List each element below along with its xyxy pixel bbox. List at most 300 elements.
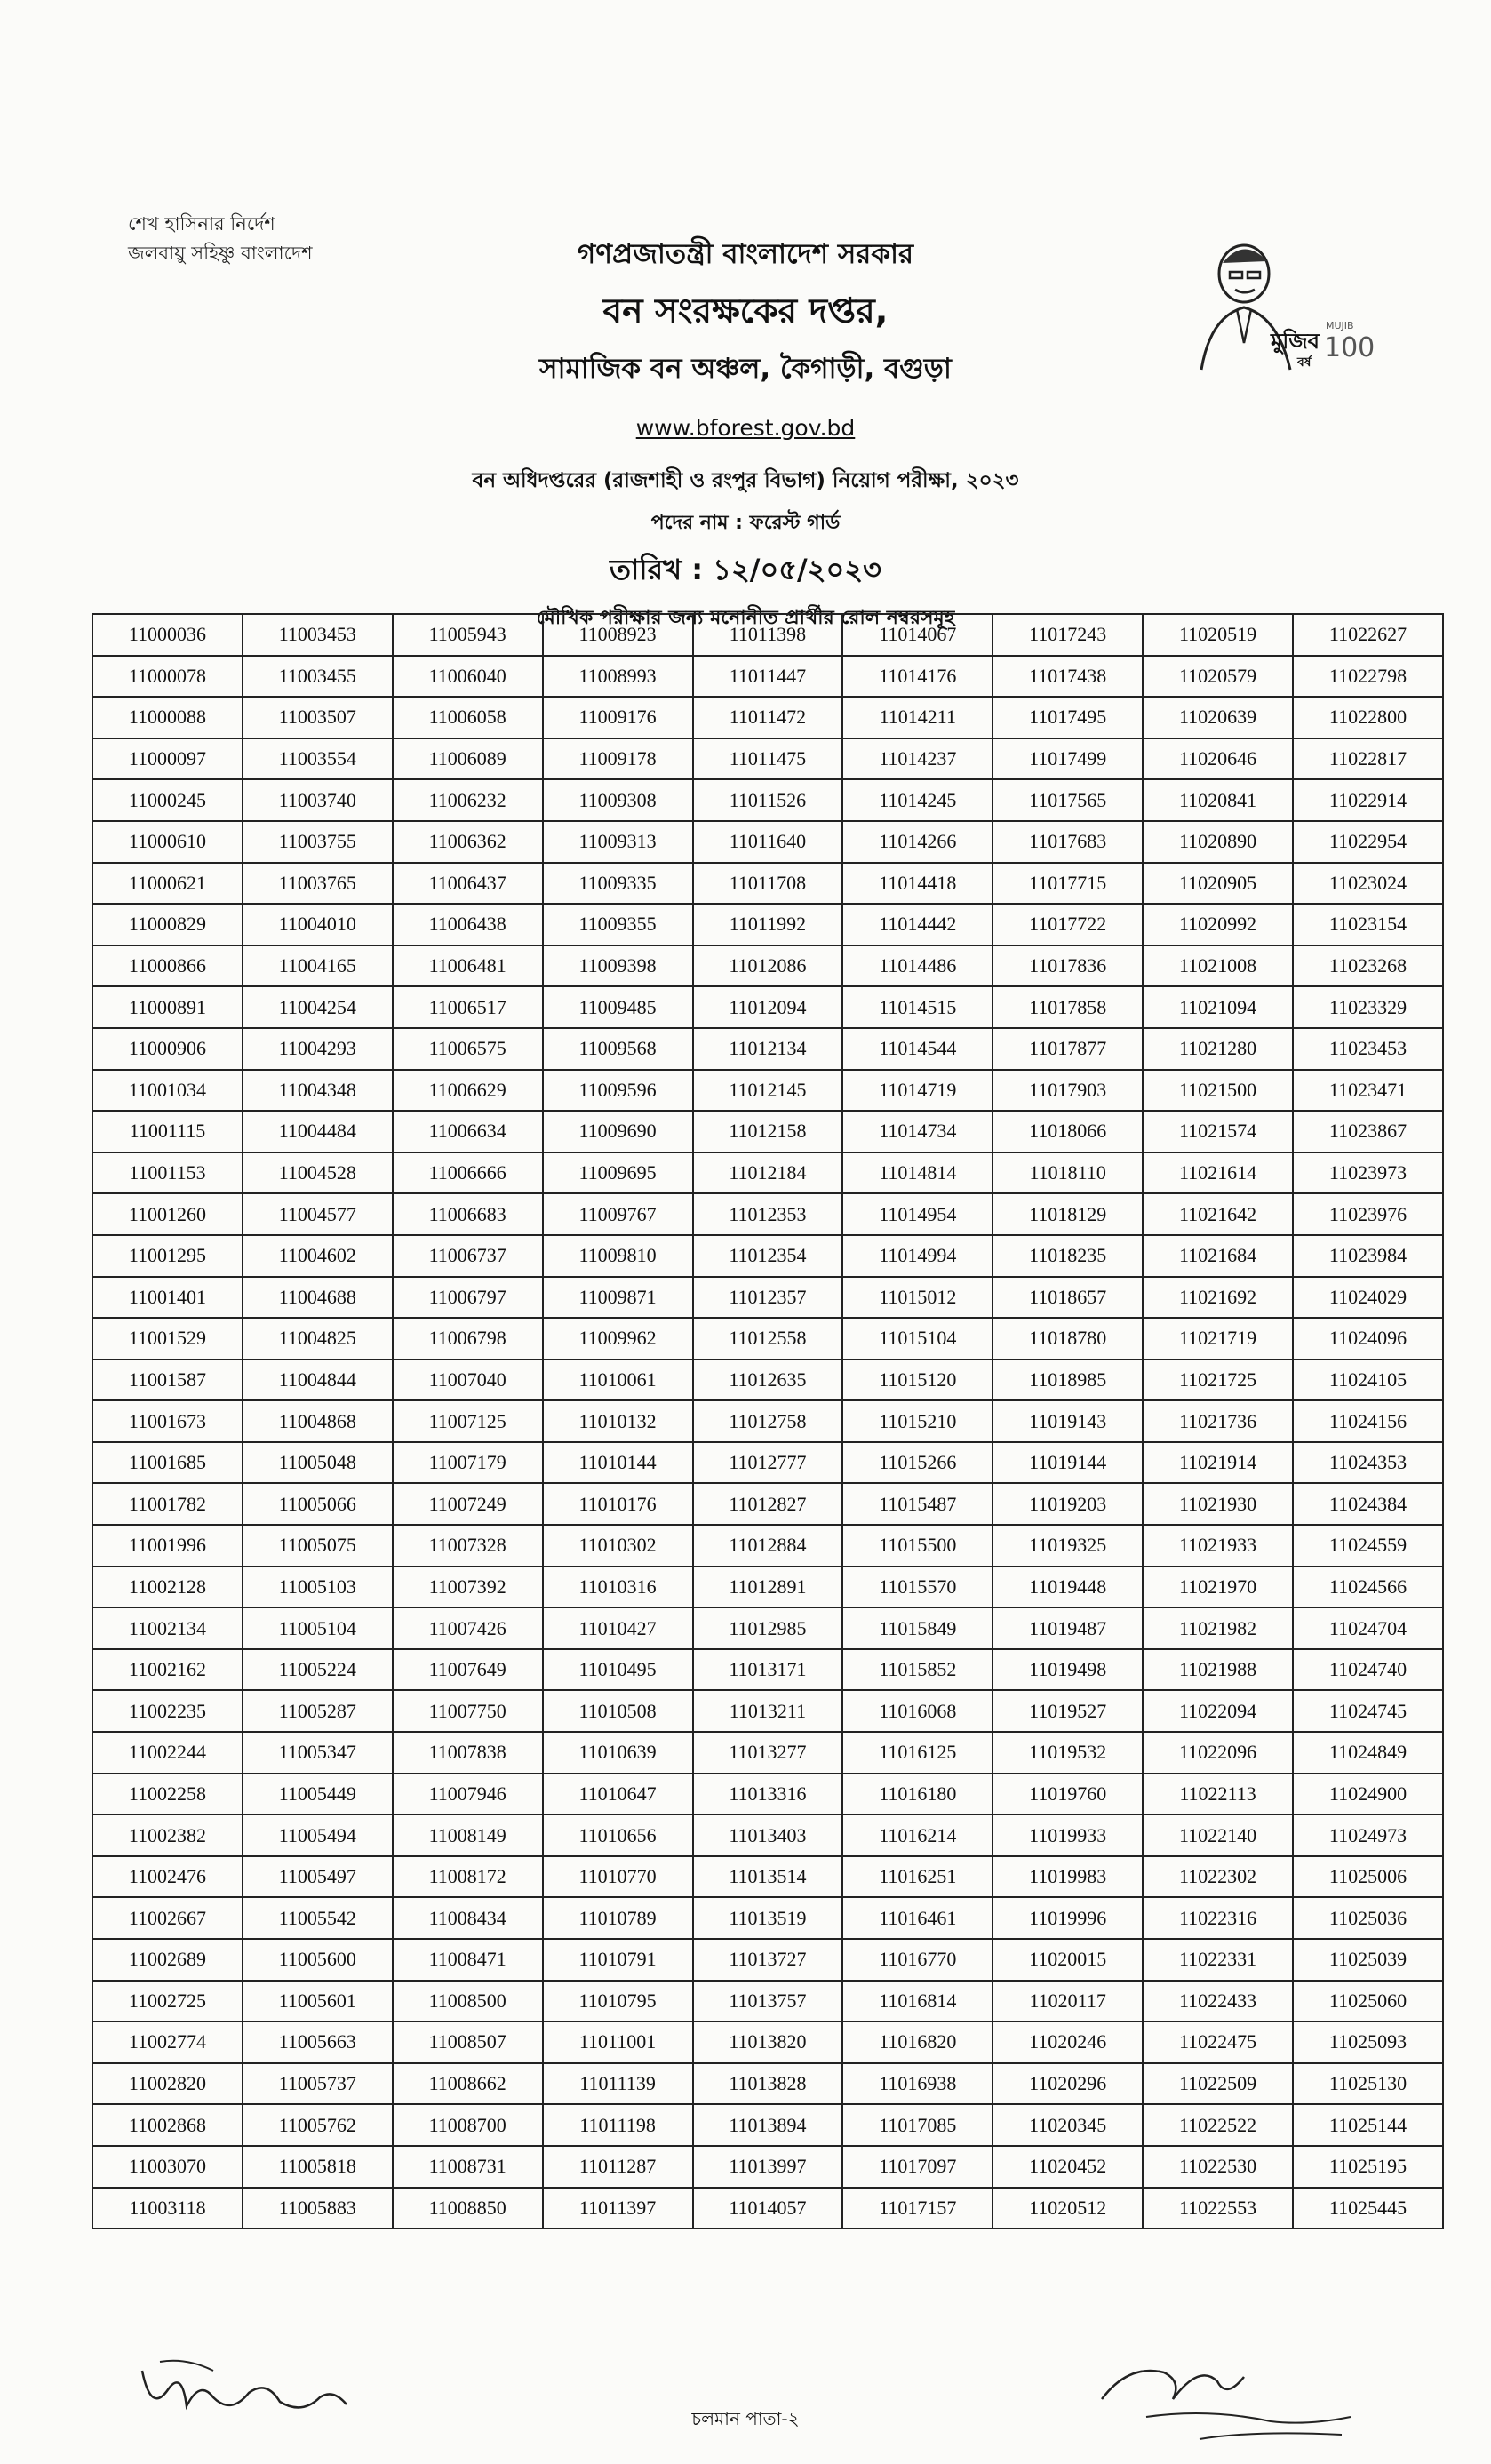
roll-number-cell: 11005818 bbox=[243, 2146, 393, 2188]
notice-subtitle: মৌখিক পরীক্ষার জন্য মনোনীত প্রার্থীর রোল নম্বরসমূহ bbox=[536, 607, 955, 629]
roll-number-cell: 11011526 bbox=[693, 779, 843, 821]
table-row bbox=[92, 1111, 1443, 1152]
roll-number-cell: 11000097 bbox=[92, 738, 243, 780]
roll-number-cell: 11015570 bbox=[842, 1567, 993, 1608]
logo-text-mujib: মুজিব bbox=[1271, 329, 1320, 354]
roll-number-cell: 11021094 bbox=[1143, 986, 1293, 1028]
roll-number-cell: 11000829 bbox=[92, 904, 243, 945]
roll-number-cell: 11019760 bbox=[993, 1774, 1143, 1815]
roll-number-cell: 11021988 bbox=[1143, 1649, 1293, 1691]
roll-number-cell: 11019498 bbox=[993, 1649, 1143, 1691]
roll-number-cell: 11017438 bbox=[993, 656, 1143, 698]
roll-number-cell: 11014418 bbox=[842, 863, 993, 905]
roll-number-cell: 11016461 bbox=[842, 1897, 993, 1939]
roll-number-cell: 11001782 bbox=[92, 1483, 243, 1525]
roll-number-cell: 11000088 bbox=[92, 697, 243, 738]
roll-number-cell: 11017877 bbox=[993, 1028, 1143, 1070]
roll-number-cell: 11004254 bbox=[243, 986, 393, 1028]
roll-number-cell: 11014245 bbox=[842, 779, 993, 821]
roll-number-cell: 11005449 bbox=[243, 1774, 393, 1815]
roll-number-cell: 11025036 bbox=[1293, 1897, 1443, 1939]
roll-number-cell: 11024849 bbox=[1293, 1732, 1443, 1774]
roll-number-cell: 11022096 bbox=[1143, 1732, 1293, 1774]
roll-number-cell: 11011287 bbox=[543, 2146, 693, 2188]
roll-number-cell: 11004165 bbox=[243, 945, 393, 987]
roll-number-cell: 11023329 bbox=[1293, 986, 1443, 1028]
roll-number-cell: 11011475 bbox=[693, 738, 843, 780]
roll-number-cell: 11014544 bbox=[842, 1028, 993, 1070]
roll-number-cell: 11010656 bbox=[543, 1814, 693, 1856]
roll-number-cell: 11003453 bbox=[243, 614, 393, 656]
roll-number-cell: 11017858 bbox=[993, 986, 1143, 1028]
roll-number-cell: 11002476 bbox=[92, 1856, 243, 1898]
roll-number-cell: 11008471 bbox=[393, 1939, 543, 1981]
roll-number-cell: 11006517 bbox=[393, 986, 543, 1028]
roll-number-cell: 11015852 bbox=[842, 1649, 993, 1691]
roll-number-cell: 11003118 bbox=[92, 2188, 243, 2229]
roll-number-cell: 11014176 bbox=[842, 656, 993, 698]
roll-number-cell: 11025093 bbox=[1293, 2021, 1443, 2063]
roll-number-cell: 11009695 bbox=[543, 1152, 693, 1194]
roll-number-cell: 11002162 bbox=[92, 1649, 243, 1691]
roll-number-cell: 11020519 bbox=[1143, 614, 1293, 656]
table-row bbox=[92, 2104, 1443, 2146]
roll-number-cell: 11000906 bbox=[92, 1028, 243, 1070]
roll-number-cell: 11020905 bbox=[1143, 863, 1293, 905]
roll-number-cell: 11023471 bbox=[1293, 1070, 1443, 1112]
roll-number-cell: 11018066 bbox=[993, 1111, 1143, 1152]
roll-number-cell: 11016770 bbox=[842, 1939, 993, 1981]
roll-number-cell: 11019527 bbox=[993, 1690, 1143, 1732]
roll-number-cell: 11019933 bbox=[993, 1814, 1143, 1856]
roll-number-cell: 11007040 bbox=[393, 1360, 543, 1401]
roll-number-cell: 11004868 bbox=[243, 1400, 393, 1442]
roll-number-cell: 11021970 bbox=[1143, 1567, 1293, 1608]
roll-number-cell: 11020117 bbox=[993, 1981, 1143, 2022]
roll-number-cell: 11006798 bbox=[393, 1318, 543, 1360]
roll-number-cell: 11008172 bbox=[393, 1856, 543, 1898]
roll-number-cell: 11001587 bbox=[92, 1360, 243, 1401]
roll-number-cell: 11004844 bbox=[243, 1360, 393, 1401]
roll-number-cell: 11003554 bbox=[243, 738, 393, 780]
roll-number-cell: 11013828 bbox=[693, 2063, 843, 2105]
mujib-portrait-logo bbox=[1192, 227, 1375, 379]
roll-number-cell: 11007328 bbox=[393, 1525, 543, 1567]
roll-number-cell: 11003070 bbox=[92, 2146, 243, 2188]
roll-number-cell: 11025130 bbox=[1293, 2063, 1443, 2105]
roll-number-cell: 11001260 bbox=[92, 1193, 243, 1235]
roll-number-cell: 11014814 bbox=[842, 1152, 993, 1194]
roll-number-cell: 11023984 bbox=[1293, 1235, 1443, 1277]
roll-number-cell: 11019144 bbox=[993, 1442, 1143, 1484]
table-row bbox=[92, 1152, 1443, 1194]
roll-number-cell: 11010647 bbox=[543, 1774, 693, 1815]
roll-number-cell: 11023453 bbox=[1293, 1028, 1443, 1070]
roll-number-cell: 11006797 bbox=[393, 1277, 543, 1319]
table-row bbox=[92, 1732, 1443, 1774]
roll-number-cell: 11005066 bbox=[243, 1483, 393, 1525]
roll-number-cell: 11021725 bbox=[1143, 1360, 1293, 1401]
roll-number-cell: 11019996 bbox=[993, 1897, 1143, 1939]
roll-number-cell: 11012357 bbox=[693, 1277, 843, 1319]
roll-number-cell: 11010427 bbox=[543, 1607, 693, 1649]
roll-number-cell: 11010132 bbox=[543, 1400, 693, 1442]
roll-number-cell: 11010061 bbox=[543, 1360, 693, 1401]
table-row bbox=[92, 1193, 1443, 1235]
roll-number-cell: 11008434 bbox=[393, 1897, 543, 1939]
roll-number-cell: 11011708 bbox=[693, 863, 843, 905]
roll-number-cell: 11006666 bbox=[393, 1152, 543, 1194]
slogan-line-2: জলবায়ু সহিষ্ণু বাংলাদেশ bbox=[128, 242, 313, 264]
roll-number-cell: 11017085 bbox=[842, 2104, 993, 2146]
roll-number-cell: 11002128 bbox=[92, 1567, 243, 1608]
roll-number-cell: 11004528 bbox=[243, 1152, 393, 1194]
roll-number-cell: 11008923 bbox=[543, 614, 693, 656]
roll-number-cell: 11014486 bbox=[842, 945, 993, 987]
roll-number-cell: 11005600 bbox=[243, 1939, 393, 1981]
roll-number-cell: 11000078 bbox=[92, 656, 243, 698]
roll-number-cell: 11024029 bbox=[1293, 1277, 1443, 1319]
roll-number-cell: 11005883 bbox=[243, 2188, 393, 2229]
roll-number-cell: 11022316 bbox=[1143, 1897, 1293, 1939]
roll-number-cell: 11021692 bbox=[1143, 1277, 1293, 1319]
roll-number-cell: 11013757 bbox=[693, 1981, 843, 2022]
roll-number-cell: 11020452 bbox=[993, 2146, 1143, 2188]
roll-number-cell: 11013727 bbox=[693, 1939, 843, 1981]
roll-number-cell: 11016814 bbox=[842, 1981, 993, 2022]
roll-number-cell: 11017683 bbox=[993, 821, 1143, 863]
roll-number-cell: 11020512 bbox=[993, 2188, 1143, 2229]
roll-number-cell: 11001034 bbox=[92, 1070, 243, 1112]
roll-number-cell: 11013277 bbox=[693, 1732, 843, 1774]
roll-number-cell: 11015266 bbox=[842, 1442, 993, 1484]
roll-number-cell: 11002382 bbox=[92, 1814, 243, 1856]
roll-number-cell: 11015500 bbox=[842, 1525, 993, 1567]
roll-number-cell: 11022509 bbox=[1143, 2063, 1293, 2105]
roll-number-cell: 11024704 bbox=[1293, 1607, 1443, 1649]
roll-number-cell: 11011001 bbox=[543, 2021, 693, 2063]
continued-page-note: চলমান পাতা-২ bbox=[691, 2408, 800, 2429]
roll-number-table bbox=[92, 613, 1444, 2229]
roll-number-cell: 11009176 bbox=[543, 697, 693, 738]
roll-number-cell: 11019325 bbox=[993, 1525, 1143, 1567]
roll-number-cell: 11011472 bbox=[693, 697, 843, 738]
roll-number-cell: 11006634 bbox=[393, 1111, 543, 1152]
roll-number-cell: 11016125 bbox=[842, 1732, 993, 1774]
roll-number-cell: 11014211 bbox=[842, 697, 993, 738]
roll-number-cell: 11012086 bbox=[693, 945, 843, 987]
roll-number-cell: 11021574 bbox=[1143, 1111, 1293, 1152]
roll-number-cell: 11024384 bbox=[1293, 1483, 1443, 1525]
roll-number-cell: 11004293 bbox=[243, 1028, 393, 1070]
roll-number-cell: 11014734 bbox=[842, 1111, 993, 1152]
roll-number-cell: 11002868 bbox=[92, 2104, 243, 2146]
roll-number-cell: 11016180 bbox=[842, 1774, 993, 1815]
roll-number-cell: 11008662 bbox=[393, 2063, 543, 2105]
roll-number-cell: 11011198 bbox=[543, 2104, 693, 2146]
roll-number-cell: 11017243 bbox=[993, 614, 1143, 656]
roll-number-cell: 11002774 bbox=[92, 2021, 243, 2063]
roll-number-cell: 11024559 bbox=[1293, 1525, 1443, 1567]
roll-number-cell: 11010495 bbox=[543, 1649, 693, 1691]
roll-number-cell: 11022433 bbox=[1143, 1981, 1293, 2022]
roll-number-cell: 11024353 bbox=[1293, 1442, 1443, 1484]
roll-number-cell: 11000891 bbox=[92, 986, 243, 1028]
roll-number-cell: 11007179 bbox=[393, 1442, 543, 1484]
roll-number-cell: 11013514 bbox=[693, 1856, 843, 1898]
roll-number-cell: 11008507 bbox=[393, 2021, 543, 2063]
roll-number-cell: 11017903 bbox=[993, 1070, 1143, 1112]
roll-number-cell: 11004825 bbox=[243, 1318, 393, 1360]
roll-number-cell: 11023268 bbox=[1293, 945, 1443, 987]
roll-number-cell: 11024105 bbox=[1293, 1360, 1443, 1401]
roll-number-cell: 11009178 bbox=[543, 738, 693, 780]
table-row bbox=[92, 1360, 1443, 1401]
roll-number-cell: 11017722 bbox=[993, 904, 1143, 945]
roll-number-cell: 11016938 bbox=[842, 2063, 993, 2105]
roll-number-cell: 11012158 bbox=[693, 1111, 843, 1152]
table-row bbox=[92, 1277, 1443, 1319]
roll-number-cell: 11002134 bbox=[92, 1607, 243, 1649]
roll-number-cell: 11022140 bbox=[1143, 1814, 1293, 1856]
roll-number-cell: 11001996 bbox=[92, 1525, 243, 1567]
roll-number-cell: 11016214 bbox=[842, 1814, 993, 1856]
roll-number-cell: 11014954 bbox=[842, 1193, 993, 1235]
roll-number-cell: 11004348 bbox=[243, 1070, 393, 1112]
roll-number-cell: 11001685 bbox=[92, 1442, 243, 1484]
roll-number-cell: 11020345 bbox=[993, 2104, 1143, 2146]
table-row bbox=[92, 1400, 1443, 1442]
roll-number-cell: 11018110 bbox=[993, 1152, 1143, 1194]
roll-number-cell: 11012884 bbox=[693, 1525, 843, 1567]
roll-number-cell: 11021982 bbox=[1143, 1607, 1293, 1649]
roll-number-cell: 11021914 bbox=[1143, 1442, 1293, 1484]
roll-number-cell: 11005762 bbox=[243, 2104, 393, 2146]
roll-number-cell: 11024096 bbox=[1293, 1318, 1443, 1360]
roll-number-cell: 11024740 bbox=[1293, 1649, 1443, 1691]
roll-number-cell: 11021933 bbox=[1143, 1525, 1293, 1567]
roll-number-cell: 11008149 bbox=[393, 1814, 543, 1856]
logo-text-mujib-en: MUJIB bbox=[1326, 320, 1354, 331]
roll-number-cell: 11009568 bbox=[543, 1028, 693, 1070]
roll-number-cell: 11012353 bbox=[693, 1193, 843, 1235]
roll-number-cell: 11004688 bbox=[243, 1277, 393, 1319]
roll-number-cell: 11008700 bbox=[393, 2104, 543, 2146]
website-link[interactable]: www.bforest.gov.bd bbox=[635, 415, 856, 441]
roll-number-cell: 11008850 bbox=[393, 2188, 543, 2229]
roll-number-cell: 11004602 bbox=[243, 1235, 393, 1277]
roll-number-cell: 11018657 bbox=[993, 1277, 1143, 1319]
roll-table-body bbox=[92, 614, 1443, 2229]
roll-number-cell: 11013820 bbox=[693, 2021, 843, 2063]
roll-number-cell: 11013894 bbox=[693, 2104, 843, 2146]
roll-number-cell: 11003765 bbox=[243, 863, 393, 905]
table-row bbox=[92, 863, 1443, 905]
table-row bbox=[92, 1567, 1443, 1608]
roll-number-cell: 11021930 bbox=[1143, 1483, 1293, 1525]
roll-number-cell: 11011397 bbox=[543, 2188, 693, 2229]
roll-number-cell: 11015849 bbox=[842, 1607, 993, 1649]
roll-number-cell: 11014515 bbox=[842, 986, 993, 1028]
roll-number-cell: 11022627 bbox=[1293, 614, 1443, 656]
roll-number-cell: 11003740 bbox=[243, 779, 393, 821]
roll-number-cell: 11005287 bbox=[243, 1690, 393, 1732]
roll-number-cell: 11012558 bbox=[693, 1318, 843, 1360]
roll-number-cell: 11009335 bbox=[543, 863, 693, 905]
roll-number-cell: 11023154 bbox=[1293, 904, 1443, 945]
roll-number-cell: 11012827 bbox=[693, 1483, 843, 1525]
roll-number-cell: 11007392 bbox=[393, 1567, 543, 1608]
roll-number-cell: 11002235 bbox=[92, 1690, 243, 1732]
roll-number-cell: 11022798 bbox=[1293, 656, 1443, 698]
table-row bbox=[92, 614, 1443, 656]
roll-number-cell: 11024566 bbox=[1293, 1567, 1443, 1608]
roll-number-cell: 11019983 bbox=[993, 1856, 1143, 1898]
roll-number-cell: 11023024 bbox=[1293, 863, 1443, 905]
exam-title: বন অধিদপ্তরের (রাজশাহী ও রংপুর বিভাগ) নিয়োগ পরীক্ষা, ২০২৩ bbox=[472, 469, 1019, 492]
roll-number-cell: 11005075 bbox=[243, 1525, 393, 1567]
roll-number-cell: 11006437 bbox=[393, 863, 543, 905]
table-row bbox=[92, 1690, 1443, 1732]
roll-number-cell: 11014719 bbox=[842, 1070, 993, 1112]
roll-number-cell: 11009485 bbox=[543, 986, 693, 1028]
roll-number-cell: 11007649 bbox=[393, 1649, 543, 1691]
roll-number-cell: 11008993 bbox=[543, 656, 693, 698]
roll-number-cell: 11025039 bbox=[1293, 1939, 1443, 1981]
roll-number-cell: 11024973 bbox=[1293, 1814, 1443, 1856]
roll-number-cell: 11005048 bbox=[243, 1442, 393, 1484]
roll-number-cell: 11013171 bbox=[693, 1649, 843, 1691]
roll-number-cell: 11013519 bbox=[693, 1897, 843, 1939]
roll-number-cell: 11009313 bbox=[543, 821, 693, 863]
roll-number-cell: 11021500 bbox=[1143, 1070, 1293, 1112]
roll-number-cell: 11002689 bbox=[92, 1939, 243, 1981]
roll-number-cell: 11012891 bbox=[693, 1567, 843, 1608]
roll-number-cell: 11020890 bbox=[1143, 821, 1293, 863]
roll-number-cell: 11010795 bbox=[543, 1981, 693, 2022]
roll-number-cell: 11018780 bbox=[993, 1318, 1143, 1360]
logo-text-borsho: বর্ষ bbox=[1297, 355, 1312, 370]
roll-number-cell: 11022094 bbox=[1143, 1690, 1293, 1732]
roll-number-cell: 11019487 bbox=[993, 1607, 1143, 1649]
table-row bbox=[92, 1939, 1443, 1981]
roll-number-cell: 11018235 bbox=[993, 1235, 1143, 1277]
table-row bbox=[92, 1607, 1443, 1649]
roll-number-cell: 11005224 bbox=[243, 1649, 393, 1691]
roll-number-cell: 11005601 bbox=[243, 1981, 393, 2022]
roll-number-cell: 11007838 bbox=[393, 1732, 543, 1774]
roll-number-cell: 11005347 bbox=[243, 1732, 393, 1774]
roll-number-cell: 11010789 bbox=[543, 1897, 693, 1939]
office-address: সামাজিক বন অঞ্চল, কৈগাড়ী, বগুড়া bbox=[539, 353, 952, 385]
roll-number-cell: 11012184 bbox=[693, 1152, 843, 1194]
roll-number-cell: 11012094 bbox=[693, 986, 843, 1028]
roll-number-cell: 11005103 bbox=[243, 1567, 393, 1608]
roll-number-cell: 11019532 bbox=[993, 1732, 1143, 1774]
roll-number-cell: 11006629 bbox=[393, 1070, 543, 1112]
roll-number-cell: 11022302 bbox=[1143, 1856, 1293, 1898]
roll-number-cell: 11018129 bbox=[993, 1193, 1143, 1235]
roll-number-cell: 11025144 bbox=[1293, 2104, 1443, 2146]
roll-number-cell: 11006232 bbox=[393, 779, 543, 821]
roll-number-cell: 11006058 bbox=[393, 697, 543, 738]
roll-number-cell: 11011139 bbox=[543, 2063, 693, 2105]
roll-number-cell: 11015120 bbox=[842, 1360, 993, 1401]
table-row bbox=[92, 821, 1443, 863]
roll-number-cell: 11010144 bbox=[543, 1442, 693, 1484]
roll-number-cell: 11006040 bbox=[393, 656, 543, 698]
roll-number-cell: 11002258 bbox=[92, 1774, 243, 1815]
roll-number-cell: 11012354 bbox=[693, 1235, 843, 1277]
roll-number-cell: 11025060 bbox=[1293, 1981, 1443, 2022]
roll-number-cell: 11002667 bbox=[92, 1897, 243, 1939]
roll-number-cell: 11022113 bbox=[1143, 1774, 1293, 1815]
table-row bbox=[92, 1525, 1443, 1567]
roll-number-cell: 11024745 bbox=[1293, 1690, 1443, 1732]
roll-number-cell: 11017499 bbox=[993, 738, 1143, 780]
roll-number-cell: 11011447 bbox=[693, 656, 843, 698]
table-row bbox=[92, 2146, 1443, 2188]
table-row bbox=[92, 1774, 1443, 1815]
roll-number-cell: 11017715 bbox=[993, 863, 1143, 905]
roll-number-cell: 11007750 bbox=[393, 1690, 543, 1732]
roll-number-cell: 11025006 bbox=[1293, 1856, 1443, 1898]
roll-number-cell: 11005542 bbox=[243, 1897, 393, 1939]
roll-number-cell: 11005497 bbox=[243, 1856, 393, 1898]
roll-number-cell: 11022553 bbox=[1143, 2188, 1293, 2229]
roll-number-cell: 11015487 bbox=[842, 1483, 993, 1525]
roll-number-cell: 11025445 bbox=[1293, 2188, 1443, 2229]
roll-number-cell: 11002244 bbox=[92, 1732, 243, 1774]
roll-number-cell: 11013403 bbox=[693, 1814, 843, 1856]
table-row bbox=[92, 656, 1443, 698]
roll-number-cell: 11009767 bbox=[543, 1193, 693, 1235]
roll-number-cell: 11009596 bbox=[543, 1070, 693, 1112]
roll-number-cell: 11010508 bbox=[543, 1690, 693, 1732]
roll-number-cell: 11009308 bbox=[543, 779, 693, 821]
roll-number-cell: 11020646 bbox=[1143, 738, 1293, 780]
roll-number-cell: 11021642 bbox=[1143, 1193, 1293, 1235]
roll-number-cell: 11014237 bbox=[842, 738, 993, 780]
roll-number-cell: 11005943 bbox=[393, 614, 543, 656]
roll-number-cell: 11001529 bbox=[92, 1318, 243, 1360]
roll-number-cell: 11020015 bbox=[993, 1939, 1143, 1981]
roll-number-cell: 11019143 bbox=[993, 1400, 1143, 1442]
roll-number-cell: 11008731 bbox=[393, 2146, 543, 2188]
post-name: পদের নাম : ফরেস্ট গার্ড bbox=[650, 512, 841, 534]
table-row bbox=[92, 738, 1443, 780]
roll-number-cell: 11001153 bbox=[92, 1152, 243, 1194]
roll-number-cell: 11017836 bbox=[993, 945, 1143, 987]
roll-number-cell: 11012777 bbox=[693, 1442, 843, 1484]
notice-date: তারিখ : ১২/০৫/২০২৩ bbox=[610, 553, 881, 586]
roll-number-cell: 11010176 bbox=[543, 1483, 693, 1525]
roll-number-cell: 11009810 bbox=[543, 1235, 693, 1277]
table-row bbox=[92, 1442, 1443, 1484]
roll-number-cell: 11012134 bbox=[693, 1028, 843, 1070]
table-row bbox=[92, 2188, 1443, 2229]
table-row bbox=[92, 1814, 1443, 1856]
table-row bbox=[92, 904, 1443, 945]
roll-number-cell: 11003755 bbox=[243, 821, 393, 863]
roll-number-cell: 11009398 bbox=[543, 945, 693, 987]
table-row bbox=[92, 2021, 1443, 2063]
roll-number-cell: 11005494 bbox=[243, 1814, 393, 1856]
table-row bbox=[92, 1856, 1443, 1898]
roll-number-cell: 11023973 bbox=[1293, 1152, 1443, 1194]
roll-number-cell: 11001295 bbox=[92, 1235, 243, 1277]
roll-number-cell: 11009871 bbox=[543, 1277, 693, 1319]
